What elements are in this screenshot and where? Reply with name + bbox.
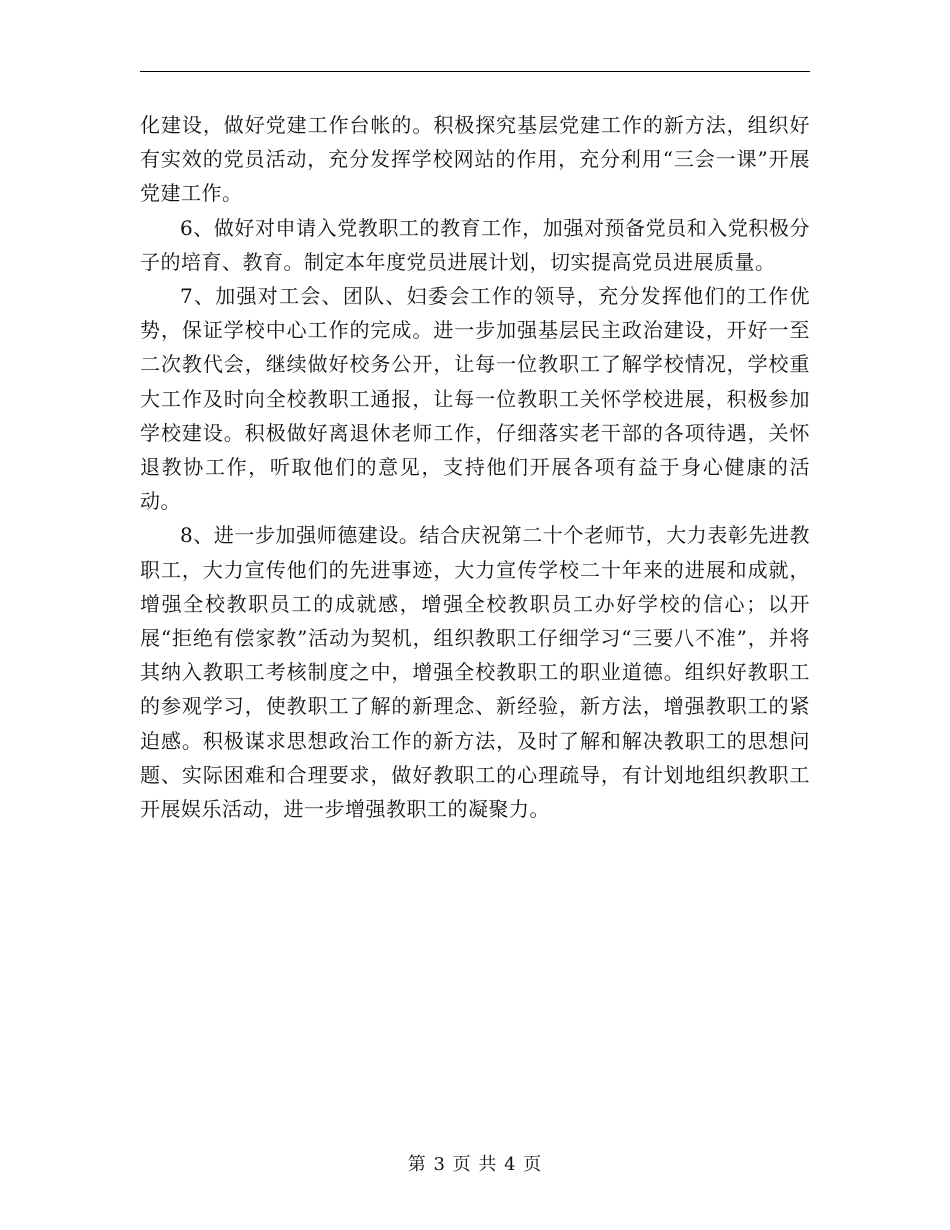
paragraph-item-8: 8、进一步加强师德建设。结合庆祝第二十个老师节，大力表彰先进教职工，大力宣传他们的先进事迹，大力宣传学校二十年来的进展和成就，增强全校教职员工的成就感，增强全校教职员工办好学校的信心；以开展“拒绝有偿家教”活动为契机，组织教职工仔细学习“三要八不准”，并将其纳入教职工考核制度之中，增强全校教职工的职业道德。组织好教职工的参观学习，使教职工了解的新理念、新经验，新方法，增强教职工的紧迫感。积极谋求思想政治工作的新方法，及时了解和解决教职工的思想问题、实际困难和合理要求，做好教职工的心理疏导，有计划地组织教职工开展娱乐活动，进一步增强教职工的凝聚力。 (140, 523, 810, 822)
document-body (140, 108, 810, 826)
header-rule (140, 71, 810, 72)
paragraph-item-6: 6、做好对申请入党教职工的教育工作，加强对预备党员和入党积极分子的培育、教育。制定本年度党员进展计划，切实提高党员进展质量。 (140, 215, 810, 274)
paragraph-item-7: 7、加强对工会、团队、妇委会工作的领导，充分发挥他们的工作优势，保证学校中心工作的完成。进一步加强基层民主政治建设，开好一至二次教代会，继续做好校务公开，让每一位教职工了解学校情况，学校重大工作及时向全校教职工通报，让每一位教职工关怀学校进展，积极参加学校建设。积极做好离退休老师工作，仔细落实老干部的各项待遇，关怀退教协工作，听取他们的意见，支持他们开展各项有益于身心健康的活动。 (140, 284, 810, 514)
page-number-footer: 第 3 页 共 4 页 (407, 1154, 543, 1175)
paragraph-continuation: 化建设，做好党建工作台帐的。积极探究基层党建工作的新方法，组织好有实效的党员活动，充分发挥学校网站的作用，充分利用“三会一课”开展党建工作。 (140, 113, 810, 206)
